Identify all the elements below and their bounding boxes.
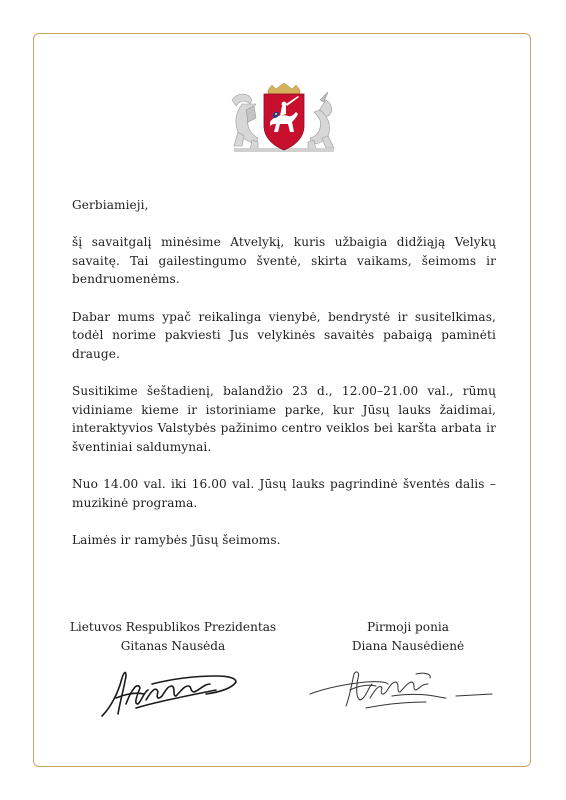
signatory-president [58, 618, 288, 655]
signatory-first-lady [320, 618, 496, 655]
closing-line: Laimės ir ramybės Jūsų šeimoms. [72, 532, 281, 547]
signatory-title: Pirmoji ponia [367, 620, 449, 634]
signatory-name: Diana Nausėdienė [351, 638, 465, 653]
letter-body [72, 196, 496, 568]
signature-first-lady [306, 664, 498, 714]
coat-of-arms-icon [228, 82, 340, 154]
paragraph-4: Nuo 14.00 val. iki 16.00 val. Jūsų lauks pagrindinė šventės dalis – muzikinė programa. [72, 476, 496, 510]
signatory-title: Lietuvos Respublikos Prezidentas [69, 620, 277, 634]
paragraph-3: Susitikime šeštadienį, balandžio 23 d., 12.00–21.00 val., rūmų vidiniame kieme ir istoriniame parke, kur Jūsų lauks žaidimai, interaktyvios Valstybės pažinimo centro veiklos bei karšta arbata ir šventiniai saldumynai. [72, 383, 496, 454]
paragraph-2: Dabar mums ypač reikalinga vienybė, bendrystė ir susitelkimas, todėl norime pakviesti Jus velykinės savaitės pabaigą paminėti drauge. [72, 309, 496, 361]
signatory-name: Gitanas Nausėda [120, 638, 226, 653]
greeting: Gerbiamieji, [72, 198, 149, 212]
paragraph-1: šį savaitgalį minėsime Atvelykį, kuris užbaigia didžiąją Velykų savaitę. Tai gailestingumo šventė, skirta vaikams, šeimoms ir bendruomenėms. [72, 235, 496, 287]
signature-president [96, 664, 246, 722]
